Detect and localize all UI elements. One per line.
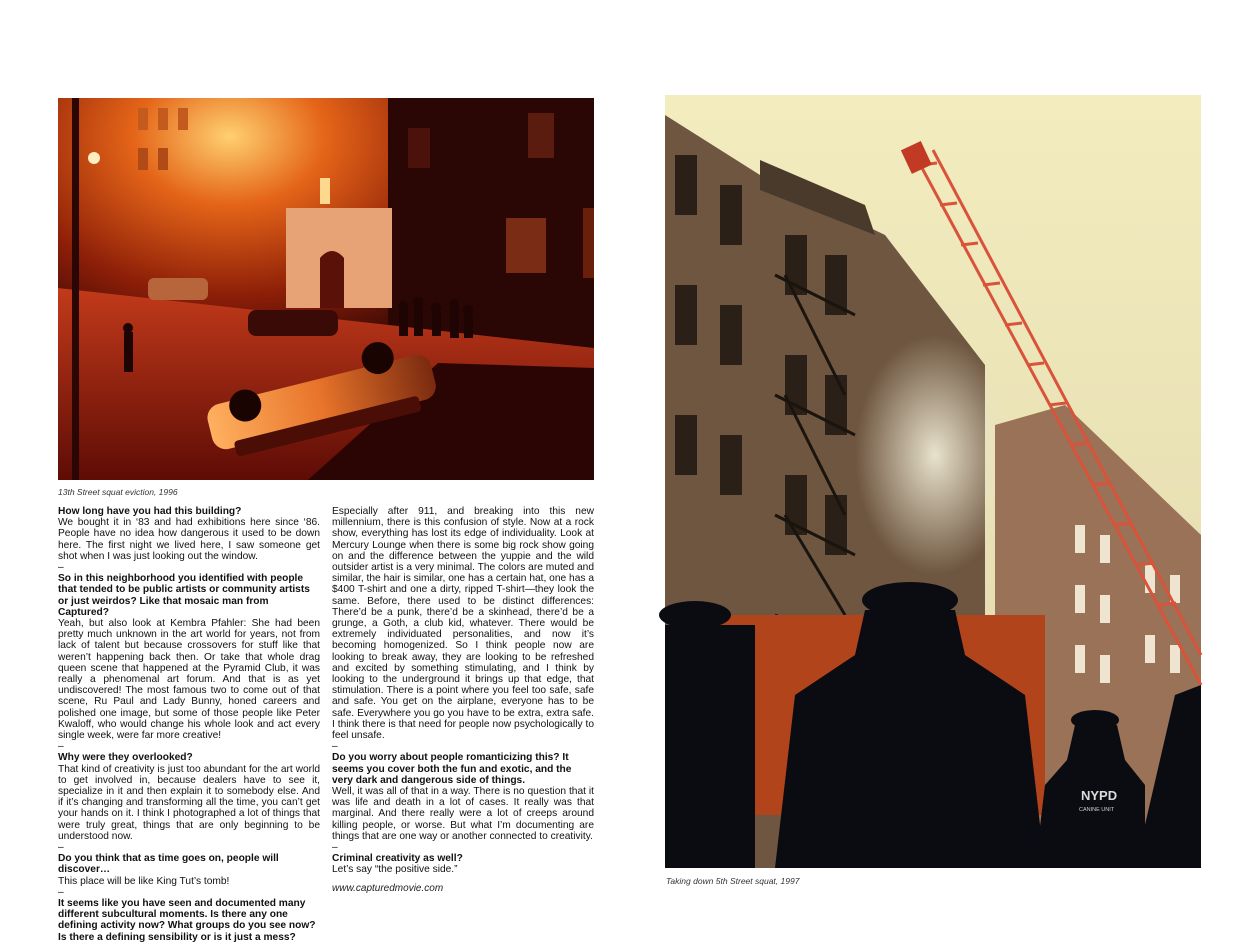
interview-answer: Well, it was all of that in a way. There is no question that it was life and death in a lot of cases. It really was that marginal. And there really were a lot of creeps around killing people, or worse. But what I’m documenting are things that are one way or another connected to creativity. bbox=[332, 786, 594, 842]
section-separator: – bbox=[58, 741, 64, 753]
interview-question: Why were they overlooked? bbox=[58, 752, 193, 764]
section-separator: – bbox=[332, 741, 338, 753]
section-separator: – bbox=[332, 842, 338, 854]
canine-unit-badge: CANINE UNIT bbox=[1079, 807, 1115, 813]
interview-answer: We bought it in ‘83 and had exhibitions here since ‘86. People have no idea how dangerous it used to be down here. The first night we lived here, I saw someone get shot when I was just looking out the window. bbox=[58, 517, 320, 562]
interview-answer: Especially after 911, and breaking into this new millennium, there is this confusion of style. Now at a rock show, everything has lost its edge of individuality. Look at Mercury Lounge when there is some big rock show going on and the difference between the yuppie and the wild outsider artist is a very minimal. The colors are muted and similar, the hair is similar, one has a certain hat, one has a $400 T-shirt and one a dirty, ripped T-shirt—they look the same. Before, there used to be distinct differences: There’d be a punk, there’d be a skinhead, there’d be a grunge, a Goth, a club kid, whatever. There would be extremely individuated personalities, and now it’s becoming homogenized. So I think people now are looking to break away, they are looking to be refreshed and excited by something stimulating, and I think by looking to the underground it brings up that edge, that stimulation. There is a point where you feel too safe, safe and safe. You get on the airplane, everyone has to be safe. Everywhere you go you have to be extra, extra safe. I think there is that need for people now psychologically to feel unsafe. bbox=[332, 506, 594, 742]
interview-question: Criminal creativity as well? bbox=[332, 853, 463, 865]
eviction-photo-caption: 13th Street squat eviction, 1996 bbox=[58, 487, 178, 497]
interview-answer: Yeah, but also look at Kembra Pfahler: She had been pretty much unknown in the art world for years, not from lack of talent but because crossovers for stuff like that weren’t happening back then. Or take that whole drag queen scene that happened at the Pyramid Club, it was really a phenomenal art forum. And that is as yet undiscovered! The most famous two to come out of that scene, Ru Paul and Lady Bunny, honed careers and polished one image, but some of those people like Peter Kwaloff, who would change his whole look and act every single week, were far more creative! bbox=[58, 618, 320, 742]
interview-question: So in this neighborhood you identified with people that tended to be public artists or community artists or just weirdos? Like that mosaic man from Captured? bbox=[58, 573, 310, 618]
demolition-photo bbox=[665, 95, 1201, 868]
interview-answer: Let’s say “the positive side.” bbox=[332, 864, 458, 876]
interview-question: Do you think that as time goes on, people will discover… bbox=[58, 853, 279, 876]
interview-answer: That kind of creativity is just too abundant for the art world to get involved in, because dealers have to see it, specialize in it and then explain it to somebody else. And if it’s changing and transforming all the time, you can’t get your hands on it. I think I photographed a lot of things that were truly great, things that are only beginning to be understood now. bbox=[58, 763, 320, 842]
interview-answer: This place will be like King Tut’s tomb! bbox=[58, 875, 230, 887]
nypd-badge: NYPD bbox=[1081, 788, 1118, 803]
website-url[interactable]: www.capturedmovie.com bbox=[332, 883, 444, 894]
demolition-photo-caption: Taking down 5th Street squat, 1997 bbox=[666, 876, 800, 886]
section-separator: – bbox=[58, 886, 64, 898]
interview-question: It seems like you have seen and documented many different subcultural moments. Is there any one defining activity now? What groups do you see now? Is there a defining sensibility or is it just a mess? bbox=[58, 898, 316, 943]
interview-question: Do you worry about people romanticizing this? It seems you cover both the fun and exotic, and the very dark and dangerous side of things. bbox=[332, 752, 572, 786]
eviction-photo bbox=[58, 98, 594, 480]
interview-column-right bbox=[332, 506, 594, 876]
section-separator: – bbox=[58, 562, 64, 574]
eviction-photo-illustration bbox=[58, 98, 594, 480]
interview-question: How long have you had this building? bbox=[58, 506, 242, 517]
section-separator: – bbox=[58, 842, 64, 854]
demolition-photo-illustration bbox=[665, 95, 1201, 868]
interview-column-left bbox=[58, 506, 320, 943]
